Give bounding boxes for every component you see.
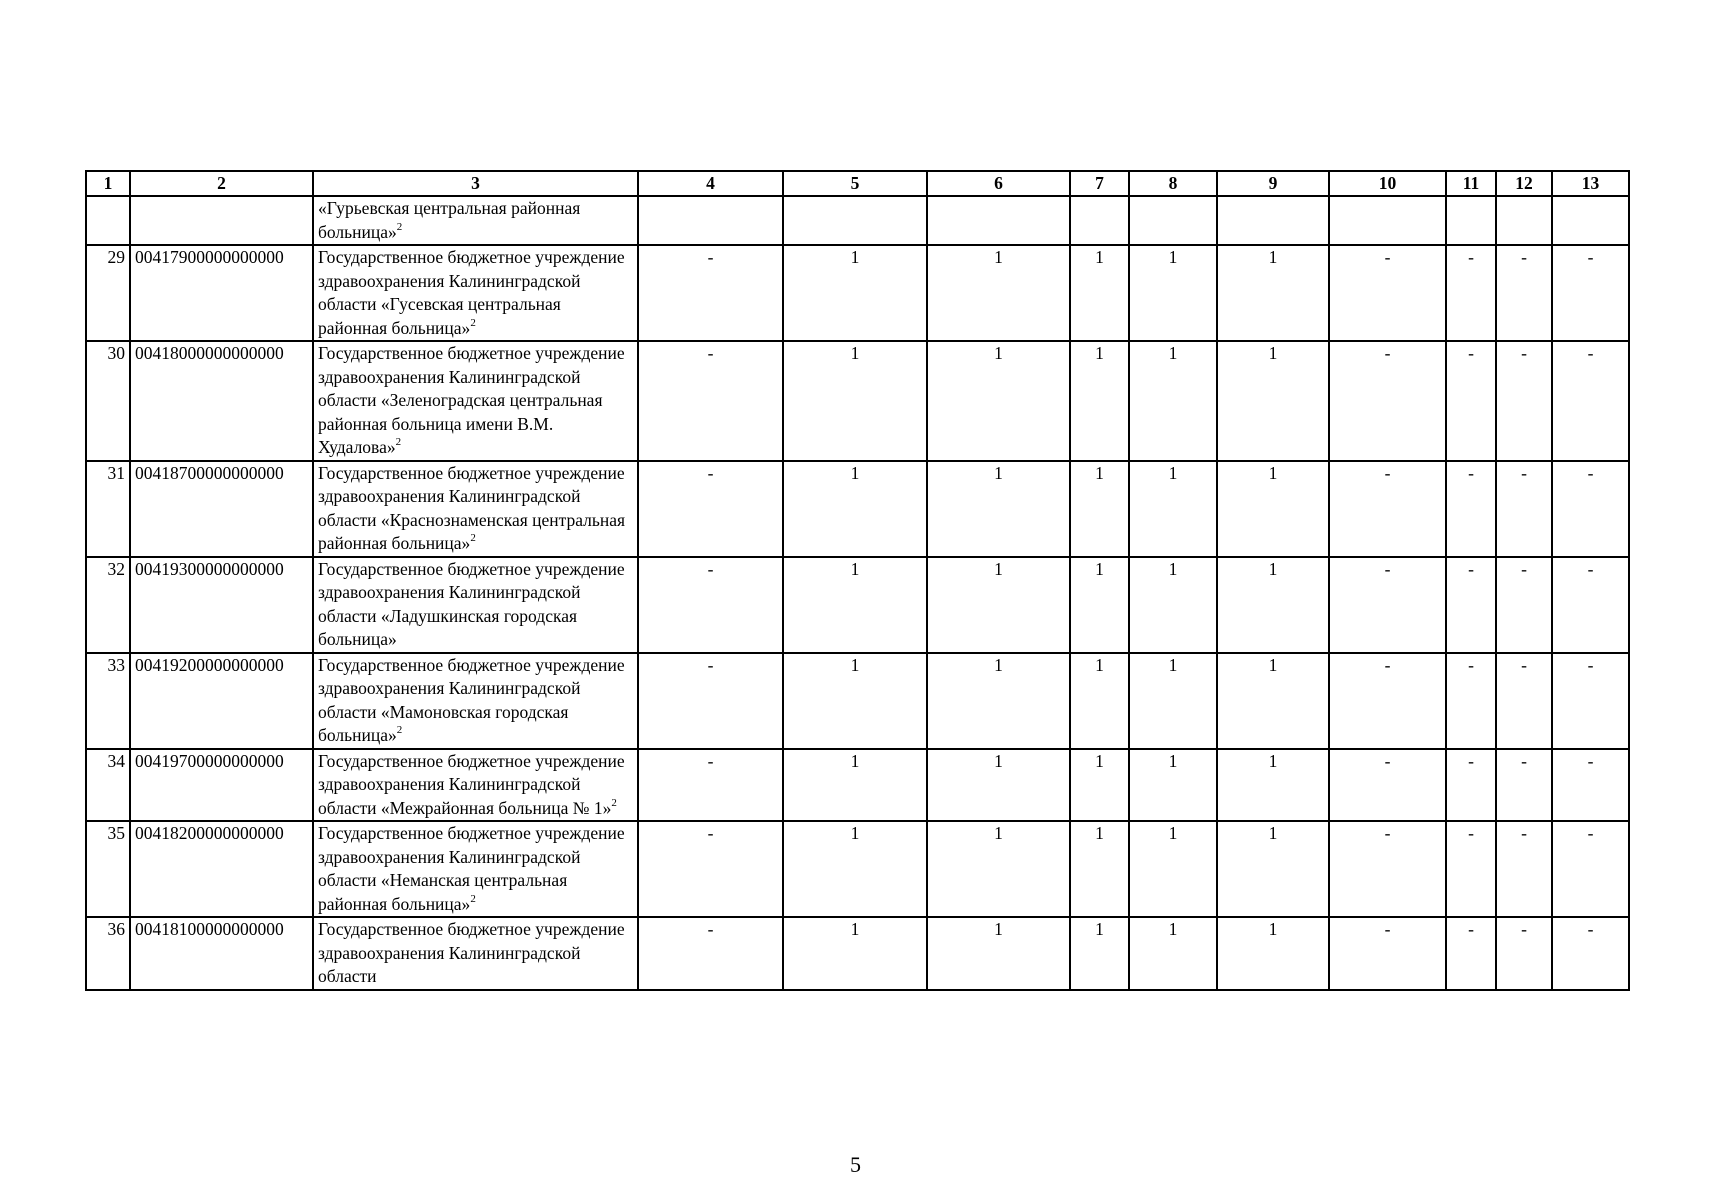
- table-row: [86, 341, 1629, 461]
- value-cell: [1496, 196, 1552, 245]
- institution-name-text: «Гурьевская центральная районная больница»: [318, 198, 581, 242]
- column-number-header: 12: [1496, 171, 1552, 196]
- institution-name-cell: [313, 653, 638, 749]
- value-cell: -: [1552, 749, 1629, 822]
- code-cell: 00418200000000000: [130, 821, 313, 917]
- page-number: 5: [850, 1152, 861, 1177]
- institution-name-cell: [313, 341, 638, 461]
- value-cell: 1: [1070, 557, 1129, 653]
- value-cell: 1: [1217, 917, 1329, 990]
- table-row: [86, 557, 1629, 653]
- value-cell: -: [1496, 821, 1552, 917]
- column-number-header: 13: [1552, 171, 1629, 196]
- table-row: [86, 461, 1629, 557]
- row-number-cell: 31: [86, 461, 130, 557]
- row-number-cell: 34: [86, 749, 130, 822]
- value-cell: -: [1496, 653, 1552, 749]
- row-number-cell: 33: [86, 653, 130, 749]
- value-cell: 1: [1070, 461, 1129, 557]
- value-cell: 1: [1129, 917, 1217, 990]
- code-cell: 00419700000000000: [130, 749, 313, 822]
- value-cell: 1: [1070, 917, 1129, 990]
- column-number-header-row: [86, 171, 1629, 196]
- footnote-marker: 2: [470, 892, 476, 905]
- code-cell: 00418100000000000: [130, 917, 313, 990]
- value-cell: -: [638, 245, 783, 341]
- value-cell: 1: [783, 341, 927, 461]
- value-cell: [1070, 196, 1129, 245]
- institution-name-text: Государственное бюджетное учреждение здравоохранения Калининградской области: [318, 919, 625, 986]
- row-number-cell: [86, 196, 130, 245]
- value-cell: -: [1446, 653, 1496, 749]
- value-cell: -: [1496, 749, 1552, 822]
- table-row: [86, 821, 1629, 917]
- value-cell: 1: [1217, 341, 1329, 461]
- institution-name-cell: [313, 245, 638, 341]
- value-cell: -: [1446, 245, 1496, 341]
- value-cell: 1: [1217, 821, 1329, 917]
- value-cell: 1: [1070, 245, 1129, 341]
- row-number-cell: 29: [86, 245, 130, 341]
- value-cell: 1: [1129, 653, 1217, 749]
- value-cell: -: [1329, 245, 1446, 341]
- value-cell: -: [1552, 461, 1629, 557]
- value-cell: 1: [783, 749, 927, 822]
- value-cell: -: [1552, 557, 1629, 653]
- code-cell: 00419300000000000: [130, 557, 313, 653]
- value-cell: -: [638, 341, 783, 461]
- column-number-header: 8: [1129, 171, 1217, 196]
- column-number-header: 7: [1070, 171, 1129, 196]
- value-cell: -: [1496, 341, 1552, 461]
- institution-name-text: Государственное бюджетное учреждение здравоохранения Калининградской области «Гусевская центральная районная больница»: [318, 247, 625, 338]
- value-cell: 1: [1129, 821, 1217, 917]
- code-cell: 00418700000000000: [130, 461, 313, 557]
- registry-table: [85, 170, 1630, 991]
- institution-name-cell: [313, 821, 638, 917]
- table-row: [86, 749, 1629, 822]
- column-number-header: 5: [783, 171, 927, 196]
- value-cell: -: [1329, 653, 1446, 749]
- footnote-marker: 2: [396, 220, 403, 233]
- value-cell: -: [1496, 557, 1552, 653]
- value-cell: -: [1329, 461, 1446, 557]
- value-cell: -: [1446, 341, 1496, 461]
- code-cell: 00419200000000000: [130, 653, 313, 749]
- value-cell: -: [638, 557, 783, 653]
- value-cell: -: [1329, 917, 1446, 990]
- value-cell: 1: [1217, 557, 1329, 653]
- value-cell: -: [1446, 557, 1496, 653]
- row-number-cell: 30: [86, 341, 130, 461]
- value-cell: [638, 196, 783, 245]
- value-cell: -: [638, 653, 783, 749]
- value-cell: 1: [927, 461, 1070, 557]
- value-cell: -: [1552, 653, 1629, 749]
- value-cell: 1: [927, 557, 1070, 653]
- value-cell: -: [638, 749, 783, 822]
- value-cell: 1: [1070, 749, 1129, 822]
- table-row: [86, 245, 1629, 341]
- value-cell: -: [1552, 341, 1629, 461]
- institution-name-text: Государственное бюджетное учреждение здравоохранения Калининградской области «Краснознаменская центральная районная больница»: [318, 462, 626, 553]
- column-number-header: 4: [638, 171, 783, 196]
- table-row: [86, 917, 1629, 990]
- value-cell: -: [1552, 821, 1629, 917]
- value-cell: 1: [1070, 821, 1129, 917]
- row-number-cell: 36: [86, 917, 130, 990]
- value-cell: 1: [783, 461, 927, 557]
- value-cell: 1: [1129, 557, 1217, 653]
- value-cell: -: [638, 821, 783, 917]
- institution-name-cell: [313, 196, 638, 245]
- value-cell: 1: [927, 821, 1070, 917]
- value-cell: -: [1329, 749, 1446, 822]
- value-cell: -: [1329, 557, 1446, 653]
- code-cell: 00417900000000000: [130, 245, 313, 341]
- institution-name-text: Государственное бюджетное учреждение здравоохранения Калининградской области «Зеленоградская центральная районная больница имени В.М. Худалова»: [318, 343, 625, 457]
- value-cell: 1: [1129, 245, 1217, 341]
- row-number-cell: 32: [86, 557, 130, 653]
- column-number-header: 1: [86, 171, 130, 196]
- value-cell: 1: [783, 245, 927, 341]
- value-cell: -: [1446, 917, 1496, 990]
- column-number-header: 6: [927, 171, 1070, 196]
- footnote-marker: 2: [611, 796, 617, 809]
- value-cell: 1: [783, 557, 927, 653]
- value-cell: -: [1496, 245, 1552, 341]
- institution-name-text: Государственное бюджетное учреждение здравоохранения Калининградской области «Ладушкинская городская больница»: [318, 558, 625, 649]
- value-cell: [783, 196, 927, 245]
- value-cell: 1: [783, 821, 927, 917]
- footnote-marker: 2: [395, 436, 402, 449]
- value-cell: [927, 196, 1070, 245]
- value-cell: 1: [1129, 461, 1217, 557]
- code-cell: 00418000000000000: [130, 341, 313, 461]
- value-cell: -: [1552, 245, 1629, 341]
- institution-name-cell: [313, 917, 638, 990]
- value-cell: 1: [1129, 749, 1217, 822]
- institution-name-cell: [313, 749, 638, 822]
- institution-name-cell: [313, 557, 638, 653]
- value-cell: [1552, 196, 1629, 245]
- footnote-marker: 2: [396, 724, 403, 737]
- institution-name-text: Государственное бюджетное учреждение здравоохранения Калининградской области «Межрайонная больница № 1»: [318, 750, 625, 818]
- value-cell: 1: [1070, 341, 1129, 461]
- value-cell: 1: [1070, 653, 1129, 749]
- institution-name-text: Государственное бюджетное учреждение здравоохранения Калининградской области «Мамоновская городская больница»: [318, 654, 625, 745]
- table-body: [86, 196, 1629, 990]
- value-cell: 1: [1217, 653, 1329, 749]
- row-number-cell: 35: [86, 821, 130, 917]
- value-cell: [1329, 196, 1446, 245]
- column-number-header: 11: [1446, 171, 1496, 196]
- value-cell: -: [638, 461, 783, 557]
- column-number-header: 9: [1217, 171, 1329, 196]
- value-cell: 1: [1217, 749, 1329, 822]
- value-cell: -: [1552, 917, 1629, 990]
- value-cell: 1: [1217, 245, 1329, 341]
- value-cell: -: [1496, 917, 1552, 990]
- value-cell: -: [1329, 821, 1446, 917]
- value-cell: -: [1496, 461, 1552, 557]
- institution-name-text: Государственное бюджетное учреждение здравоохранения Калининградской области «Неманская центральная районная больница»: [318, 823, 625, 914]
- value-cell: 1: [927, 917, 1070, 990]
- value-cell: 1: [927, 749, 1070, 822]
- column-number-header: 3: [313, 171, 638, 196]
- value-cell: 1: [783, 653, 927, 749]
- footnote-marker: 2: [470, 316, 476, 329]
- value-cell: -: [638, 917, 783, 990]
- column-number-header: 2: [130, 171, 313, 196]
- value-cell: 1: [1129, 341, 1217, 461]
- footnote-marker: 2: [470, 532, 476, 545]
- institution-name-cell: [313, 461, 638, 557]
- document-page: [85, 170, 1628, 991]
- value-cell: [1446, 196, 1496, 245]
- value-cell: -: [1446, 821, 1496, 917]
- value-cell: 1: [927, 341, 1070, 461]
- column-number-header: 10: [1329, 171, 1446, 196]
- value-cell: [1129, 196, 1217, 245]
- value-cell: 1: [927, 245, 1070, 341]
- value-cell: [1217, 196, 1329, 245]
- table-row: [86, 653, 1629, 749]
- value-cell: -: [1446, 461, 1496, 557]
- value-cell: 1: [783, 917, 927, 990]
- code-cell: [130, 196, 313, 245]
- value-cell: -: [1329, 341, 1446, 461]
- value-cell: -: [1446, 749, 1496, 822]
- value-cell: 1: [927, 653, 1070, 749]
- value-cell: 1: [1217, 461, 1329, 557]
- continuation-row: [86, 196, 1629, 245]
